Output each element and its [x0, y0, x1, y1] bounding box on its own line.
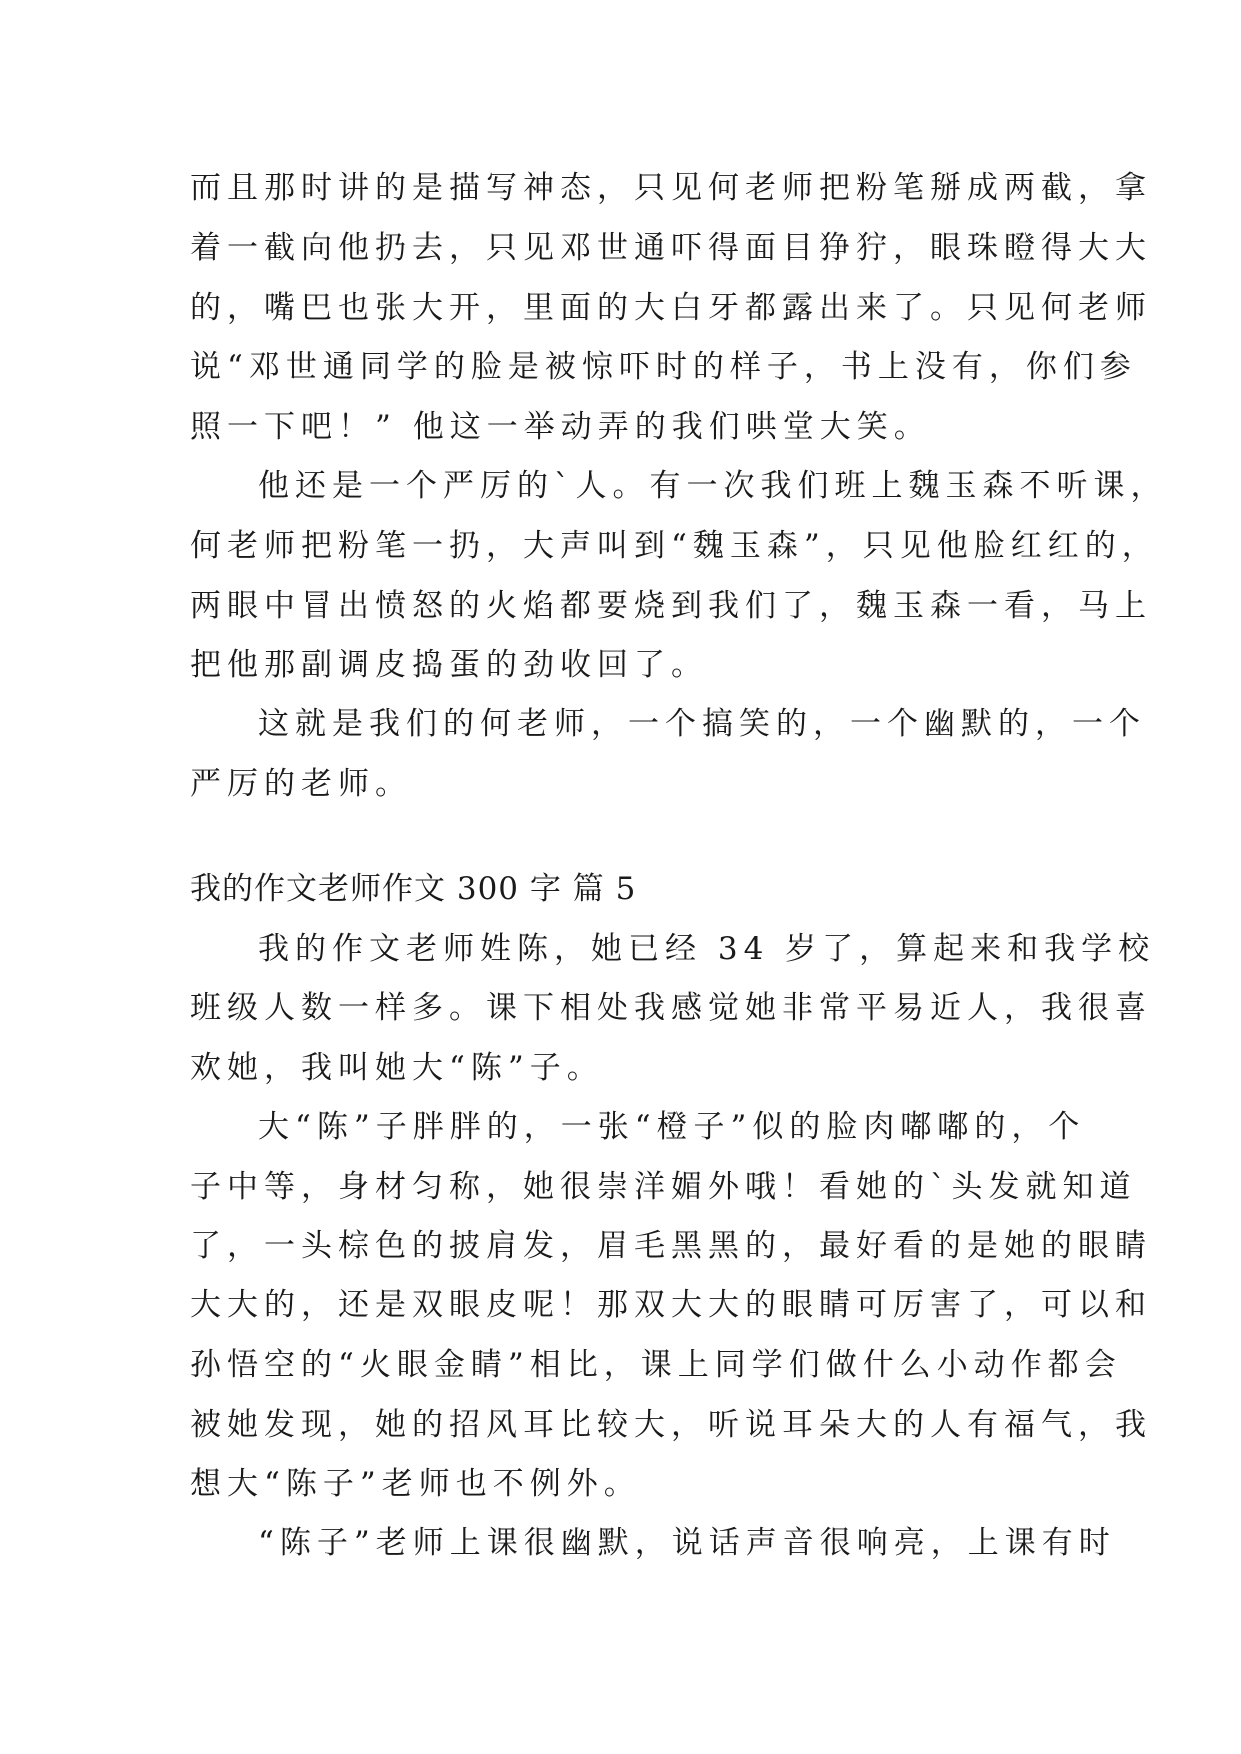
paragraph-start-line: 大“陈”子胖胖的，一张“橙子”似的脸肉嘟嘟的，个: [258, 1109, 1086, 1145]
text-line: 两眼中冒出愤怒的火焰都要烧到我们了，魏玉森一看，马上: [190, 588, 1152, 624]
text-line: 孙悟空的“火眼金睛”相比，课上同学们做什么小动作都会: [190, 1347, 1122, 1383]
paragraph-start-line: 他还是一个严厉的`人。有一次我们班上魏玉森不听课，: [258, 468, 1168, 504]
text-line: 了，一头棕色的披肩发，眉毛黑黑的，最好看的是她的眼睛: [190, 1228, 1152, 1264]
text-line: 说“邓世通同学的脸是被惊吓时的样子，书上没有，你们参: [190, 349, 1137, 385]
text-line: 班级人数一样多。课下相处我感觉她非常平易近人，我很喜: [190, 990, 1152, 1026]
paragraph-start-line: 这就是我们的何老师，一个搞笑的，一个幽默的，一个: [258, 706, 1146, 742]
text-line: 着一截向他扔去，只见邓世通吓得面目狰狞，眼珠瞪得大大: [190, 230, 1152, 266]
text-line: 而且那时讲的是描写神态，只见何老师把粉笔掰成两截，拿: [190, 170, 1152, 206]
text-line: 子中等，身材匀称，她很崇洋媚外哦！看她的`头发就知道: [190, 1169, 1137, 1205]
text-line: 大大的，还是双眼皮呢！那双大大的眼睛可厉害了，可以和: [190, 1287, 1152, 1323]
text-line: 想大“陈子”老师也不例外。: [190, 1466, 641, 1502]
paragraph-start-line: 我的作文老师姓陈，她已经 34 岁了，算起来和我学校: [258, 931, 1156, 967]
section-heading: 我的作文老师作文 300 字 篇 5: [190, 871, 637, 907]
text-line: 何老师把粉笔一扔，大声叫到“魏玉森”，只见他脸红红的，: [190, 528, 1159, 564]
text-line: 把他那副调皮捣蛋的劲收回了。: [190, 647, 708, 683]
text-line: 的，嘴巴也张大开，里面的大白牙都露出来了。只见何老师: [190, 290, 1152, 326]
text-line: 严厉的老师。: [190, 766, 412, 802]
text-line: 被她发现，她的招风耳比较大，听说耳朵大的人有福气，我: [190, 1407, 1152, 1443]
paragraph-start-line: “陈子”老师上课很幽默，说话声音很响亮，上课有时: [258, 1525, 1116, 1561]
text-line: 欢她，我叫她大“陈”子。: [190, 1050, 604, 1086]
text-line: 照一下吧！” 他这一举动弄的我们哄堂大笑。: [190, 409, 931, 445]
